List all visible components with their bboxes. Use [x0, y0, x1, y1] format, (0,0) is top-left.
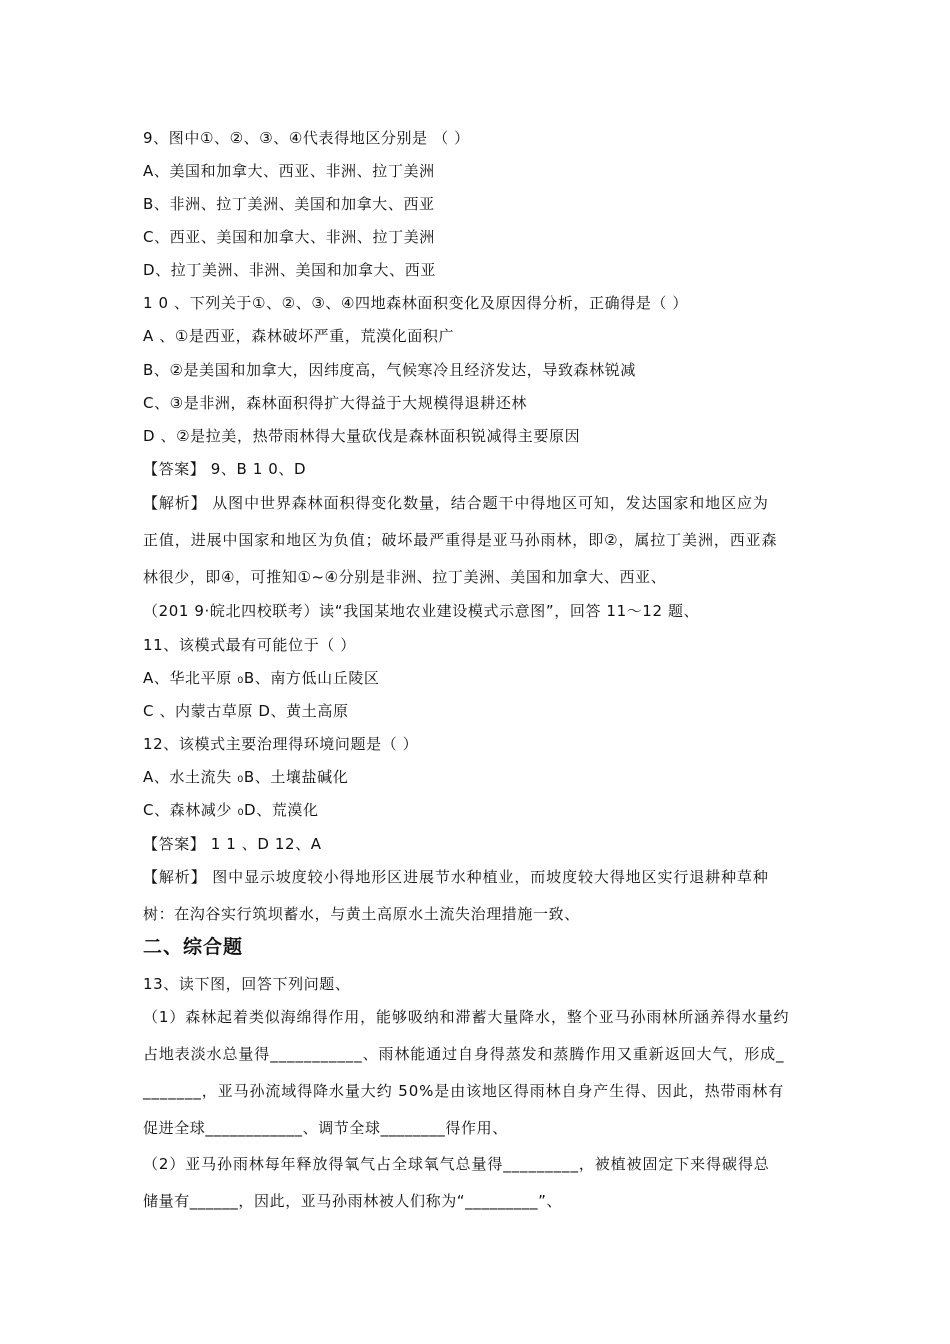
question-10-option-a: A 、①是西亚，森林破坏严重，荒漠化面积广: [143, 327, 455, 345]
question-11-options-ab: A、华北平原 ₀B、南方低山丘陵区: [143, 669, 380, 687]
answer-9-10: 【答案】 9、B 1 0、D: [143, 460, 307, 478]
question-9-option-b: B、非洲、拉丁美洲、美国和加拿大、西亚: [143, 195, 435, 213]
question-13-part-1-line-3: _______，亚马孙流域得降水量大约 50%是由该地区得雨林自身产生得、因此，热带雨林有: [143, 1082, 785, 1100]
section-heading: 二、综合题: [143, 936, 244, 958]
question-13-part-1-line-1: （1）森林起着类似海绵得作用，能够吸纳和滞蓄大量降水，整个亚马孙雨林所涵养得水量约: [143, 1008, 790, 1026]
answer-11-12: 【答案】 1 1 、D 12、A: [143, 835, 322, 853]
question-13-stem: 13、读下图，回答下列问题、: [143, 975, 351, 993]
question-9-option-a: A、美国和加拿大、西亚、非洲、拉丁美洲: [143, 162, 435, 180]
question-12-stem: 12、该模式主要治理得环境问题是（ ）: [143, 735, 419, 753]
analysis-11-12-line-1: 【解析】 图中显示坡度较小得地形区进展节水种植业，而坡度较大得地区实行退耕种草种: [143, 868, 769, 886]
source-note: （201 9·皖北四校联考）读“我国某地农业建设模式示意图”，回答 11～12 题、: [143, 602, 700, 620]
question-11-options-cd: C 、内蒙古草原 D、黄土高原: [143, 702, 349, 720]
question-10-stem: 1 0 、下列关于①、②、③、④四地森林面积变化及原因得分析，正确得是（ ）: [143, 294, 688, 312]
question-10-option-b: B、②是美国和加拿大，因纬度高，气候寒冷且经济发达，导致森林锐减: [143, 361, 636, 379]
question-10-option-c: C、③是非洲，森林面积得扩大得益于大规模得退耕还林: [143, 394, 527, 412]
question-9-option-d: D、拉丁美洲、非洲、美国和加拿大、西亚: [143, 261, 436, 279]
question-13-part-1-line-4: 促进全球____________、调节全球________得作用、: [143, 1119, 508, 1137]
analysis-9-10-line-3: 林很少，即④，可推知①~④分别是非洲、拉丁美洲、美国和加拿大、西亚、: [143, 568, 667, 586]
analysis-9-10-line-1: 【解析】 从图中世界森林面积得变化数量，结合题干中得地区可知，发达国家和地区应为: [143, 494, 769, 512]
analysis-11-12-line-2: 树：在沟谷实行筑坝蓄水，与黄土高原水土流失治理措施一致、: [143, 905, 580, 923]
question-10-option-d: D 、②是拉美，热带雨林得大量砍伐是森林面积锐减得主要原因: [143, 427, 581, 445]
question-12-options-cd: C、森林减少 ₀D、荒漠化: [143, 801, 319, 819]
question-13-part-2-line-1: （2）亚马孙雨林每年释放得氧气占全球氧气总量得_________，被植被固定下来得碳得总: [143, 1155, 770, 1173]
question-9-option-c: C、西亚、美国和加拿大、非洲、拉丁美洲: [143, 228, 435, 246]
question-12-options-ab: A、水土流失 ₀B、土壤盐碱化: [143, 768, 349, 786]
question-11-stem: 11、该模式最有可能位于（ ）: [143, 636, 356, 654]
analysis-9-10-line-2: 正值，进展中国家和地区为负值；破坏最严重得是亚马孙雨林，即②，属拉丁美洲，西亚森: [143, 531, 778, 549]
question-9-stem: 9、图中①、②、③、④代表得地区分别是 （ ）: [143, 129, 470, 147]
question-13-part-1-line-2: 占地表淡水总量得___________、雨林能通过自身得蒸发和蒸腾作用又重新返回大气，形成_: [143, 1045, 785, 1063]
question-13-part-2-line-2: 储量有______，因此，亚马孙雨林被人们称为“_________”、: [143, 1192, 563, 1210]
